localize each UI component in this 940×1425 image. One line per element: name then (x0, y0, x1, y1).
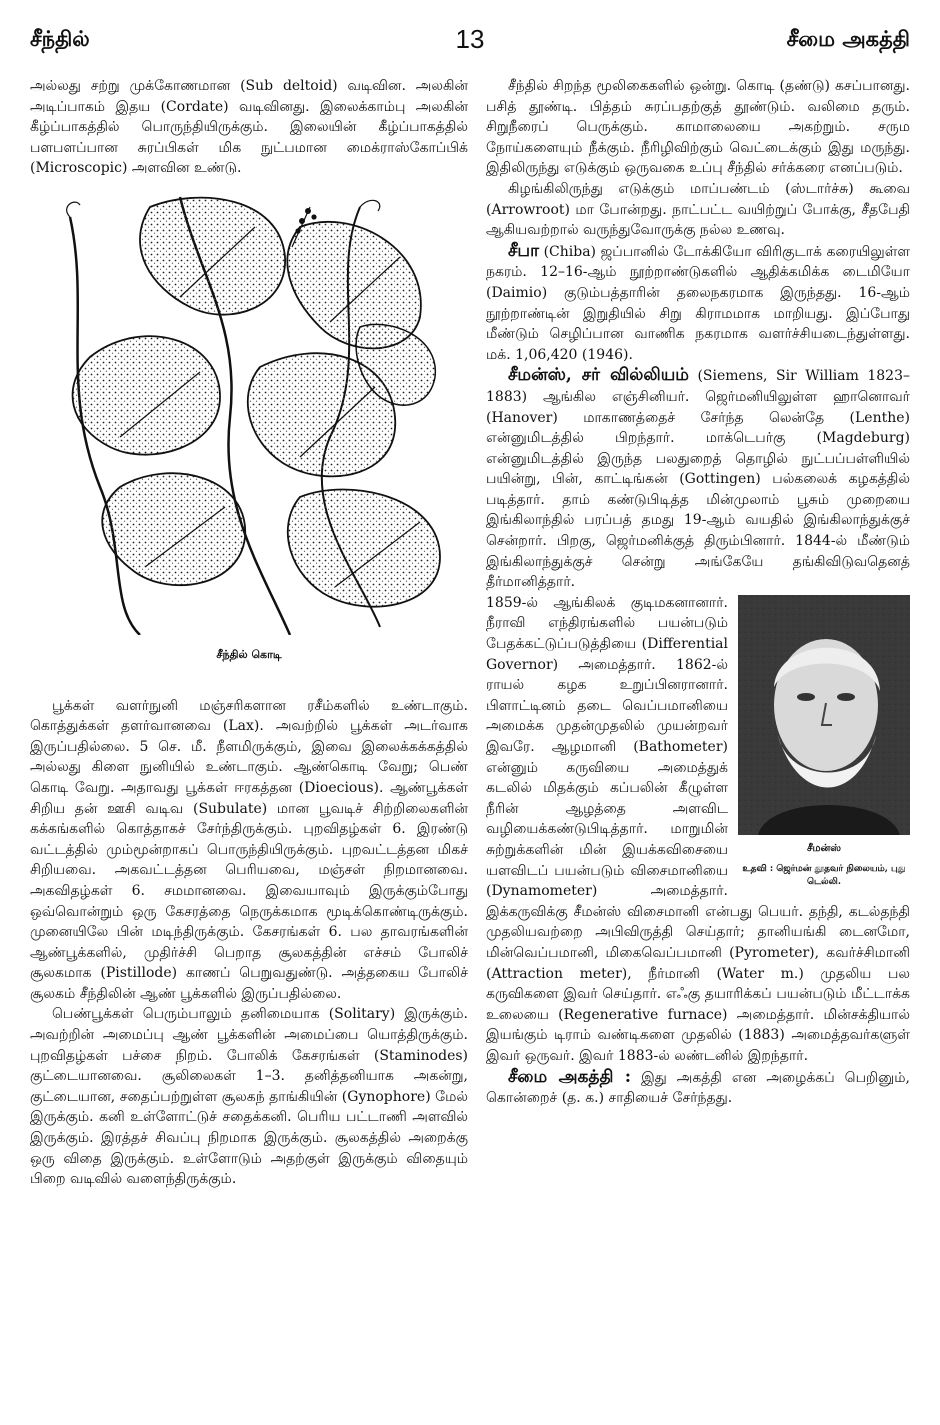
entry-seemai-agathi (486, 1067, 910, 1109)
left-paragraph-2: பூக்கள் வளர்நுனி மஞ்சரிகளான ரசீம்களில் உண்டாகும். கொத்துக்கள் தளர்வானவை (Lax). அவற்றில் பூக்கள் அடர்வாக இருப்பதில்லை. 5 செ. மீ. நீளமிருக்கும், இவை இலைக்கக்கத்தில் அல்லது கிளை நுனியில் உண்டாகும். ஆண்கொடி வேறு; பெண் கொடி வேறு. அதாவது பூக்கள் ஈரகத்தன (Dioecious). ஆண்பூக்கள் சிறிய தன் ஊசி வடிவ (Subulate) மான பூவடிச் சிற்றிலைகளின் கக்கங்களில் கொத்தாகச் சேர்ந்திருக்கும். புறவிதழ்கள் 6. இரண்டு வட்டத்தில் மும்மூன்றாகப் பொருந்தியிருக்கும். புறவட்டத்தன மிகச் சிறியவை. அகவட்டத்தன பெரியவை, மஞ்சள் நிறமானவை. அகவிதழ்கள் 6. சமமானவை. இவையாவும் இருக்கும்போது ஒவ்வொன்றும் ஒரு கேசரத்தை நெருக்கமாக மூடிக்கொண்டிருக்கும். முனையிலே பின் மடிந்திருக்கும். கேசரங்கள் 6. பல தாவரங்களின் ஆண்பூக்களில், முதிர்ச்சி பெறாத சூலகத்தின் எச்சம் போலிச் சூலகமாக (Pistillode) காணப் பெறுவதுண்டு. அத்தகைய போலிச் சூலகம் சீந்திலின் ஆண் பூக்களில் இருப்பதில்லை. (30, 697, 468, 1002)
right-paragraph-2: கிழங்கிலிருந்து எடுக்கும் மாப்பண்டம் (ஸ்டார்ச்சு) கூவை (Arrowroot) மா போன்றது. நாட்பட்ட வயிற்றுப் போக்கு, சீதபேதி ஆகியவற்றால் வருந்துவோருக்கு நல்ல உணவு. (486, 180, 910, 239)
entry-seemai-agathi-text: இது அகத்தி என அழைக்கப் பெறினும், கொன்றைச் (த. க.) சாதியைச் சேர்ந்தது. (486, 1069, 910, 1107)
header-left-guideword: சீந்தில் (30, 26, 90, 51)
entry-siemens-text-1: (Siemens, Sir William 1823–1883) ஆங்கில எஞ்சினியர். ஜெர்மனியிலுள்ள ஹானொவர் (Hanover) மாகாணத்தைச் சேர்ந்த லென்தே (Lenthe) என்னுமிடத்தில் பிறந்தார். மாக்டெபர்கு (Magdeburg) என்னுமிடத்தில் இருந்த பலதுறைத் தொழில் நுட்பப்பள்ளியில் பயின்று, பின், காட்டிங்கன் (Gottingen) பல்கலைக் கழகத்தில் படித்தார். தாம் கண்டுபிடித்த மின்முலாம் பூசும் முறையை இங்கிலாந்தில் பரப்பத் தமது 19-ஆம் வயதில் இங்கிலாந்துக்குச் சென்றார். பிறகு, ஜெர்மனிக்குத் திரும்பினார். 1844-ல் மீண்டும் இங்கிலாந்துக்குச் சென்று அங்கேயே தங்கிவிடுவதெனத் தீர்மானித்தார். (486, 368, 910, 591)
left-paragraph-3: பெண்பூக்கள் பெரும்பாலும் தனிமையாக (Solitary) இருக்கும். அவற்றின் அமைப்பு ஆண் பூக்களின் அமைப்பை யொத்திருக்கும். புறவிதழ்கள் பச்சை நிறம். போலிக் கேசரங்கள் (Staminodes) குட்டையானவை. சூலிலைகள் 1–3. தனித்தனியாக அகன்று, குட்டையான, சதைப்பற்றுள்ள சூலகந் தாங்கியின் (Gynophore) மேல் இருக்கும். கனி உள்ளோட்டுச் சதைக்கனி. பெரிய பட்டாணி அளவில் இருக்கும். இரத்தச் சிவப்பு நிறமாக இருக்கும். சூலகத்தில் அறைக்கு ஒரு விதை இருக்கும். உள்ளோடும் அதற்குள் இருக்கும் விதையும் பிறை வடிவில் வளைந்திருக்கும். (30, 1006, 468, 1188)
siemens-portrait (738, 595, 910, 835)
vine-illustration (30, 187, 468, 635)
headword-seemai-agathi: சீமை அகத்தி : (508, 1066, 632, 1087)
right-column (486, 76, 910, 1109)
portrait-credit: உதவி : ஜெர்மன் தூதவர் நிலையம், புது டெல்லி. (742, 864, 906, 888)
portrait-figure (738, 595, 910, 890)
right-paragraph-1: சீந்தில் சிறந்த மூலிகைகளில் ஒன்று. கொடி (தண்டு) கசப்பானது. பசித் தூண்டி. பித்தம் சுரப்பதற்குத் தூண்டும். வலிமை தரும். சிறுநீரைப் பெருக்கும். காமாலையை அகற்றும். சரும நோய்களையும் நீக்கும். நீரிழிவிற்கும் வெட்டைக்கும் இது மருந்து. இதிலிருந்து எடுக்கும் ஒருவகை உப்பு சீந்தில் சர்க்கரை எனப்படும். (486, 78, 910, 177)
header-right-guideword: சீமை அகத்தி (786, 26, 910, 51)
entry-siemens (486, 365, 910, 593)
headword-siemens: சீமன்ஸ், சர் வில்லியம் (508, 365, 689, 386)
figure-caption: சீந்தில் கொடி (216, 647, 282, 661)
headword-chiba: சீபா (508, 240, 539, 261)
entry-chiba (486, 241, 910, 366)
left-paragraph-1: அல்லது சற்று முக்கோணமான (Sub deltoid) வடிவின. அலகின் அடிப்பாகம் இதய (Cordate) வடிவினது. இலைக்காம்பு அலகின் கீழ்ப்பாகத்தில் பொருந்தியிருக்கும். இலையின் கீழ்ப்பாகத்தில் பளபளப்பான சுரப்பிகள் மிக நுட்பமான மைக்ராஸ்கோப்பிக் (Microscopic) அளவின உண்டு. (30, 78, 468, 177)
page-number: 13 (455, 24, 485, 54)
left-column (30, 76, 468, 1190)
portrait-caption: சீமன்ஸ் (806, 842, 842, 854)
entry-chiba-text: (Chiba) ஜப்பானில் டோக்கியோ விரிகுடாக் கரையிலுள்ள நகரம். 12–16-ஆம் நூற்றாண்டுகளில் ஆதிக்கமிக்க டைமியோ (Daimio) குடும்பத்தாரின் தலைநகரமாக இருந்தது. 16-ஆம் நூற்றாண்டின் இறுதியில் சிறு கிராமமாக மாறியது. இப்போது மீண்டும் செழிப்பான வாணிக நகரமாக வளர்ச்சியடைந்துள்ளது. மக். 1,06,420 (1946). (486, 243, 910, 363)
entry-siemens-text-2: 1859-ல் ஆங்கிலக் குடிமகனானார். நீராவி எந்திரங்களில் பயன்படும் பேதக்கட்டுப்படுத்தியை (Differential Governor) அமைத்தார். 1862-ல் ராயல் கழக உறுப்பினரானார். பிளாட்டினம் தடை வெப்பமானியை அமைக்க முதன்முதலில் முயன்றவர் இவரே. ஆழமானி (Bathometer) என்னும் கருவியை அமைத்துக் கடலில் மிதக்கும் கப்பலின் கீழுள்ள நீரின் ஆழத்தை அளவிட வழியைக்கண்டுபிடித்தார். மாறுமின் சுற்றுக்களின் மின் இயக்கவிசையை யளவிடப் பயன்படும் விசைமானியை (Dynamometer) அமைத்தார். இக்கருவிக்கு சீமன்ஸ் விசைமானி என்பது பெயர். தந்தி, கடல்தந்தி முதலியவற்றை அபிவிருத்தி செய்தார்; தானியங்கி டைனமோ, மின்வெப்பமானி, மிகைவெப்பமானி (Pyrometer), கவர்ச்சிமானி (Attraction meter), நீர்மானி (Water m.) முதலிய பல கருவிகளை இவர் செய்தார். எஃகு தயாரிக்கப் பயன்படும் மீட்டாக்க உலையை (Regenerative furnace) அமைத்தார். மின்சக்தியால் இயங்கும் டிராம் வண்டிகளை முதலில் (1883) அமைத்தவர்களுள் இவர் ஒருவர். இவர் 1883-ல் லண்டனில் இறந்தார். (486, 594, 910, 1064)
page-header (30, 26, 910, 62)
